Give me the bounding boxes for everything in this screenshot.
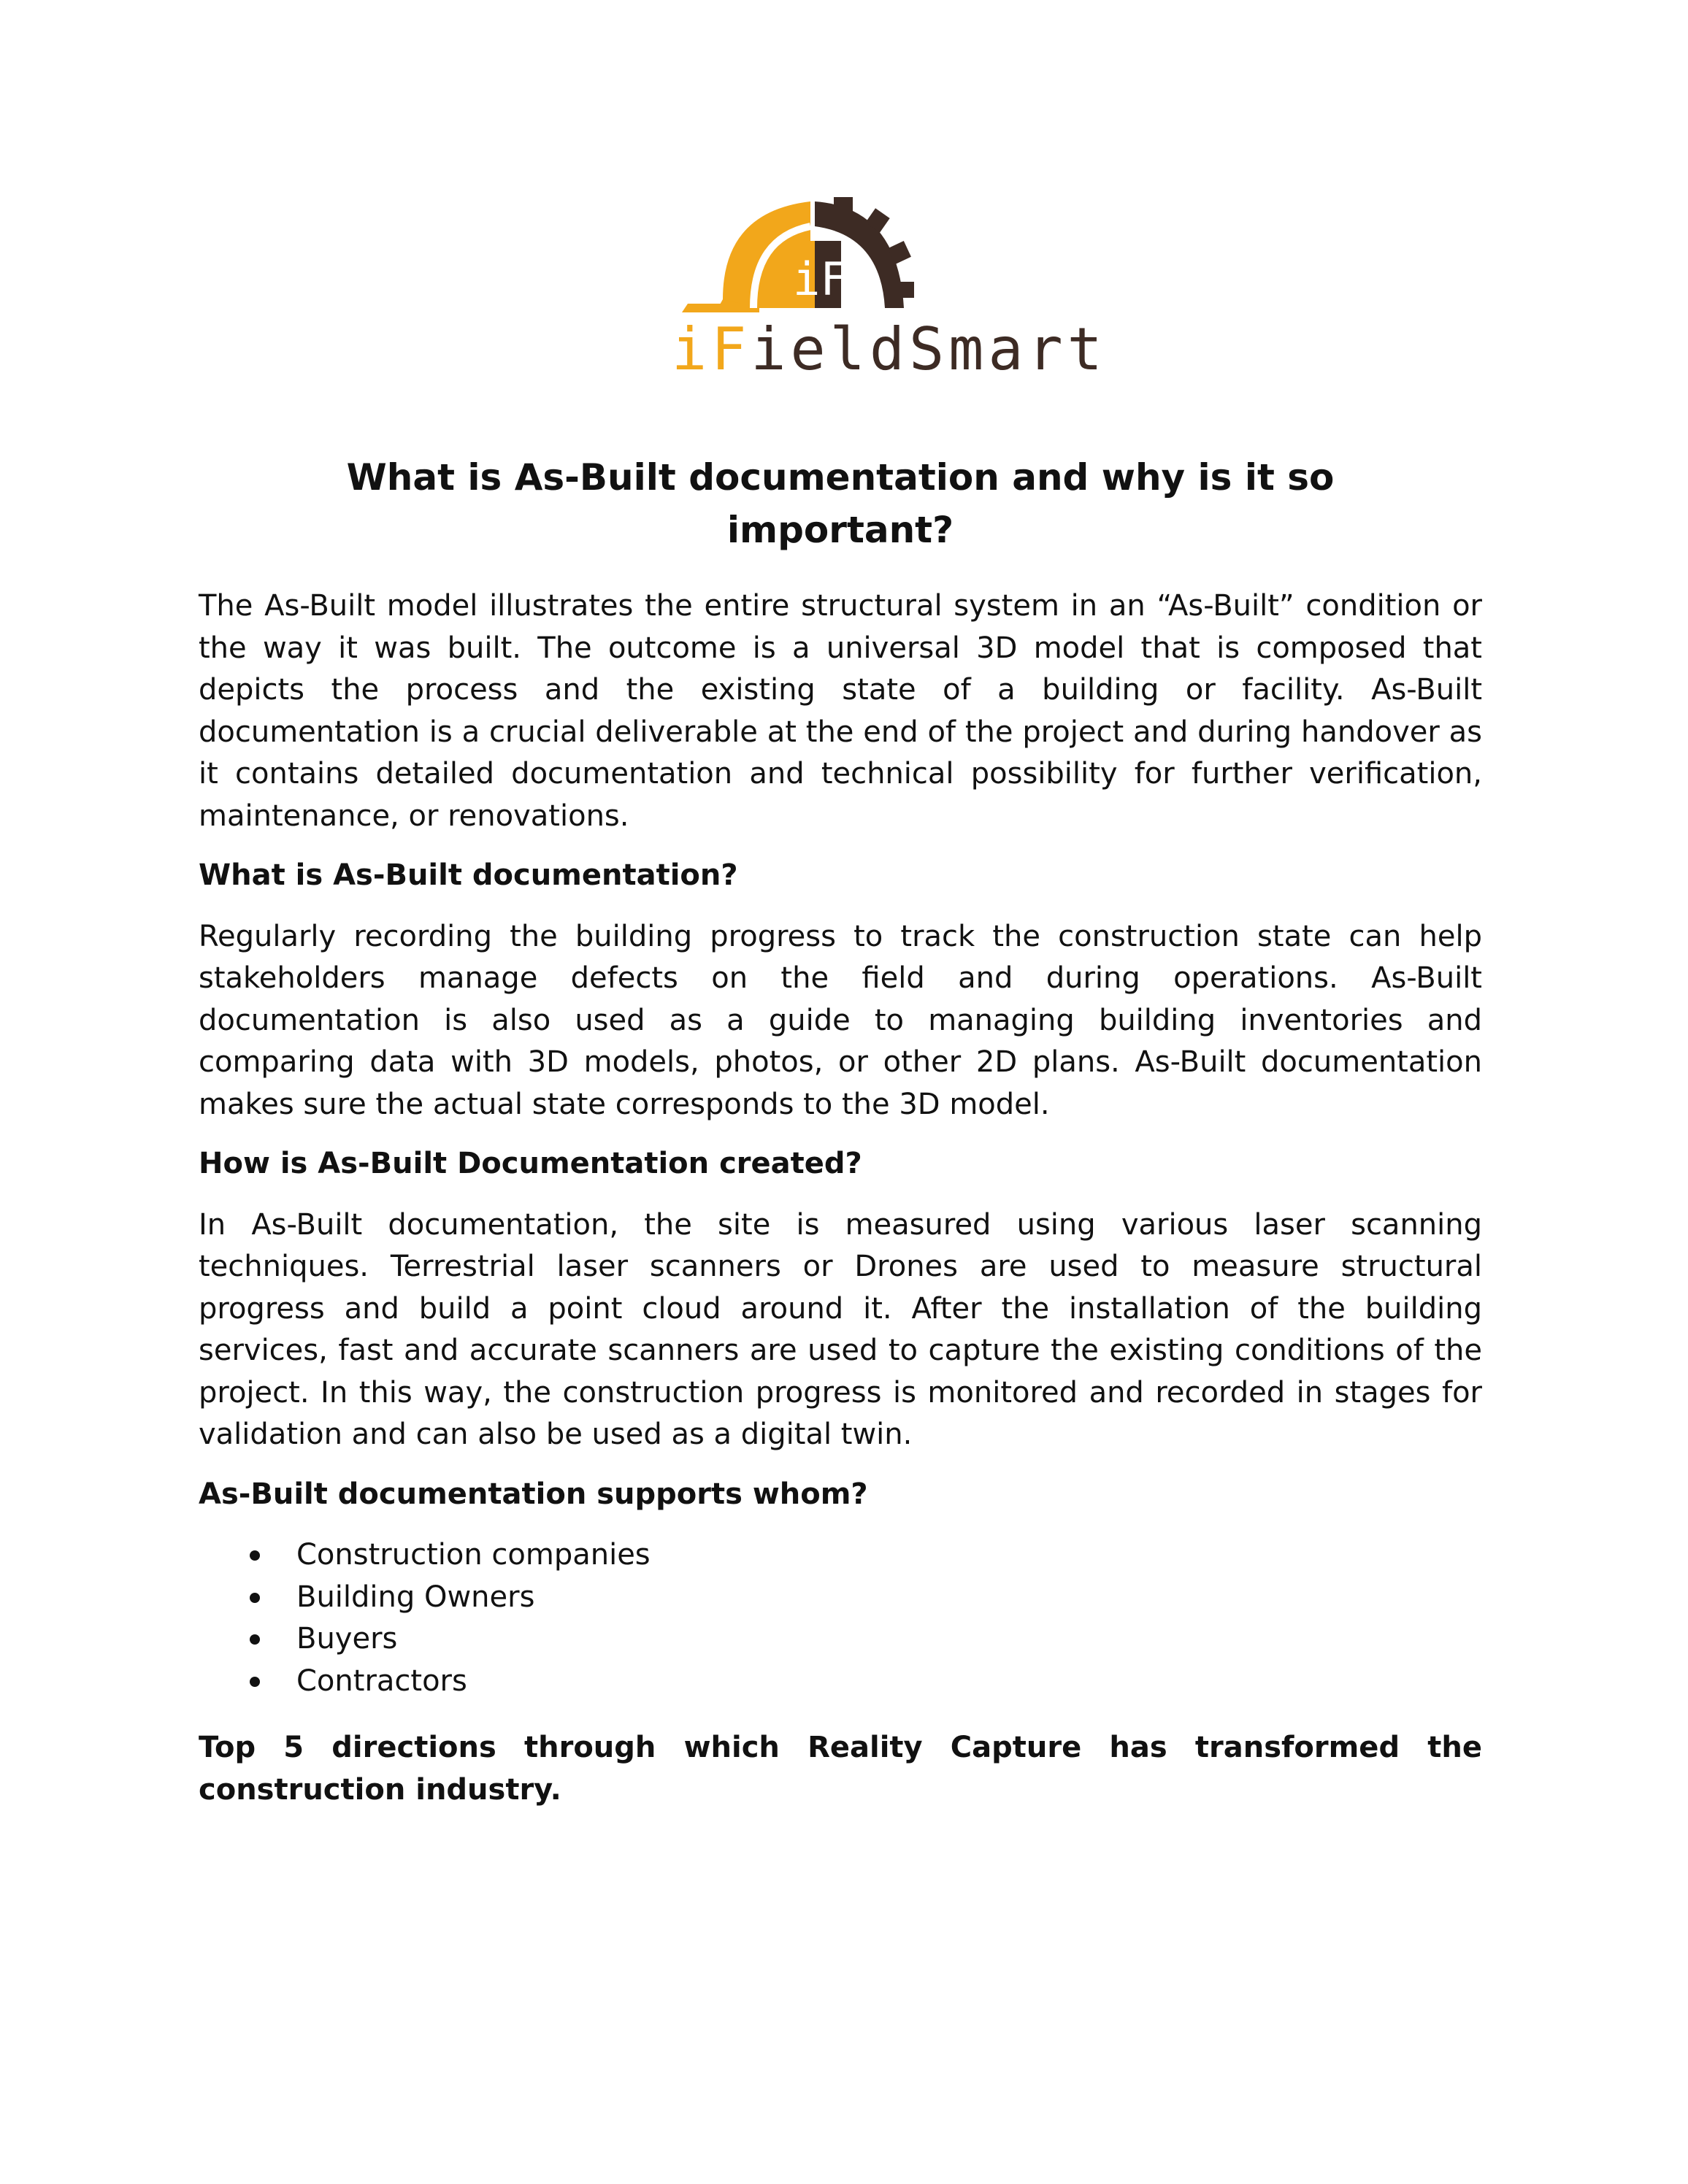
intro-paragraph: The As-Built model illustrates the entire structural system in an “As-Built” condition or the way it was built. The outcome is a universal 3D model that is composed that depicts the process and the existing state of a building or facility. As-Built documentation is a crucial deliverable at the end of the project and during handover as it contains detailed documentation and technical possibility for further verification, maintenance, or renovations. <box>199 589 1482 833</box>
list-item <box>199 1661 1482 1703</box>
page-title: What is As-Built documentation and why is it so important? <box>346 456 1335 551</box>
section-paragraph: In As-Built documentation, the site is measured using various laser scanning techniques. Terrestrial laser scanners or Drones are used to measure structural progress and build a point cloud around it. After the installation of the building services, fast and accurate scanners are used to capture the existing conditions of the project. In this way, the construction progress is monitored and recorded in stages for validation and can also be used as a digital twin. <box>199 1207 1482 1451</box>
section-heading: What is As-Built documentation? <box>199 858 738 892</box>
bullet-icon <box>250 1634 260 1645</box>
bullet-icon <box>250 1550 260 1561</box>
ifieldsmart-logo <box>672 197 1107 383</box>
list-item-text: Building Owners <box>296 1580 535 1614</box>
bullet-icon <box>250 1593 260 1603</box>
helmet-gear-icon <box>672 197 1016 321</box>
logo-word-part1: iF <box>672 315 751 383</box>
audience-list <box>199 1534 1482 1702</box>
list-item-text: Construction companies <box>296 1538 651 1572</box>
section-paragraph: Regularly recording the building progress to track the construction state can help stakeholders manage defects on the field and during operations. As-Built documentation is also used as a guide to managing building inventories and comparing data with 3D models, photos, or other 2D plans. As-Built documentation makes sure the actual state corresponds to the 3D model. <box>199 919 1482 1121</box>
list-item-text: Buyers <box>296 1622 398 1656</box>
list-item <box>199 1534 1482 1577</box>
section-heading: As-Built documentation supports whom? <box>199 1477 868 1511</box>
logo-word-part2: ieldSmart <box>751 315 1107 383</box>
section-heading: Top 5 directions through which Reality Capture has transformed the construction industry. <box>199 1731 1482 1807</box>
list-item <box>199 1577 1482 1619</box>
logo-badge-text: iF <box>793 253 848 306</box>
list-item <box>199 1618 1482 1661</box>
bullet-icon <box>250 1677 260 1687</box>
section-heading: How is As-Built Documentation created? <box>199 1147 862 1180</box>
article-body <box>199 451 1482 1830</box>
list-item-text: Contractors <box>296 1664 467 1698</box>
logo-wordmark <box>672 315 1107 383</box>
